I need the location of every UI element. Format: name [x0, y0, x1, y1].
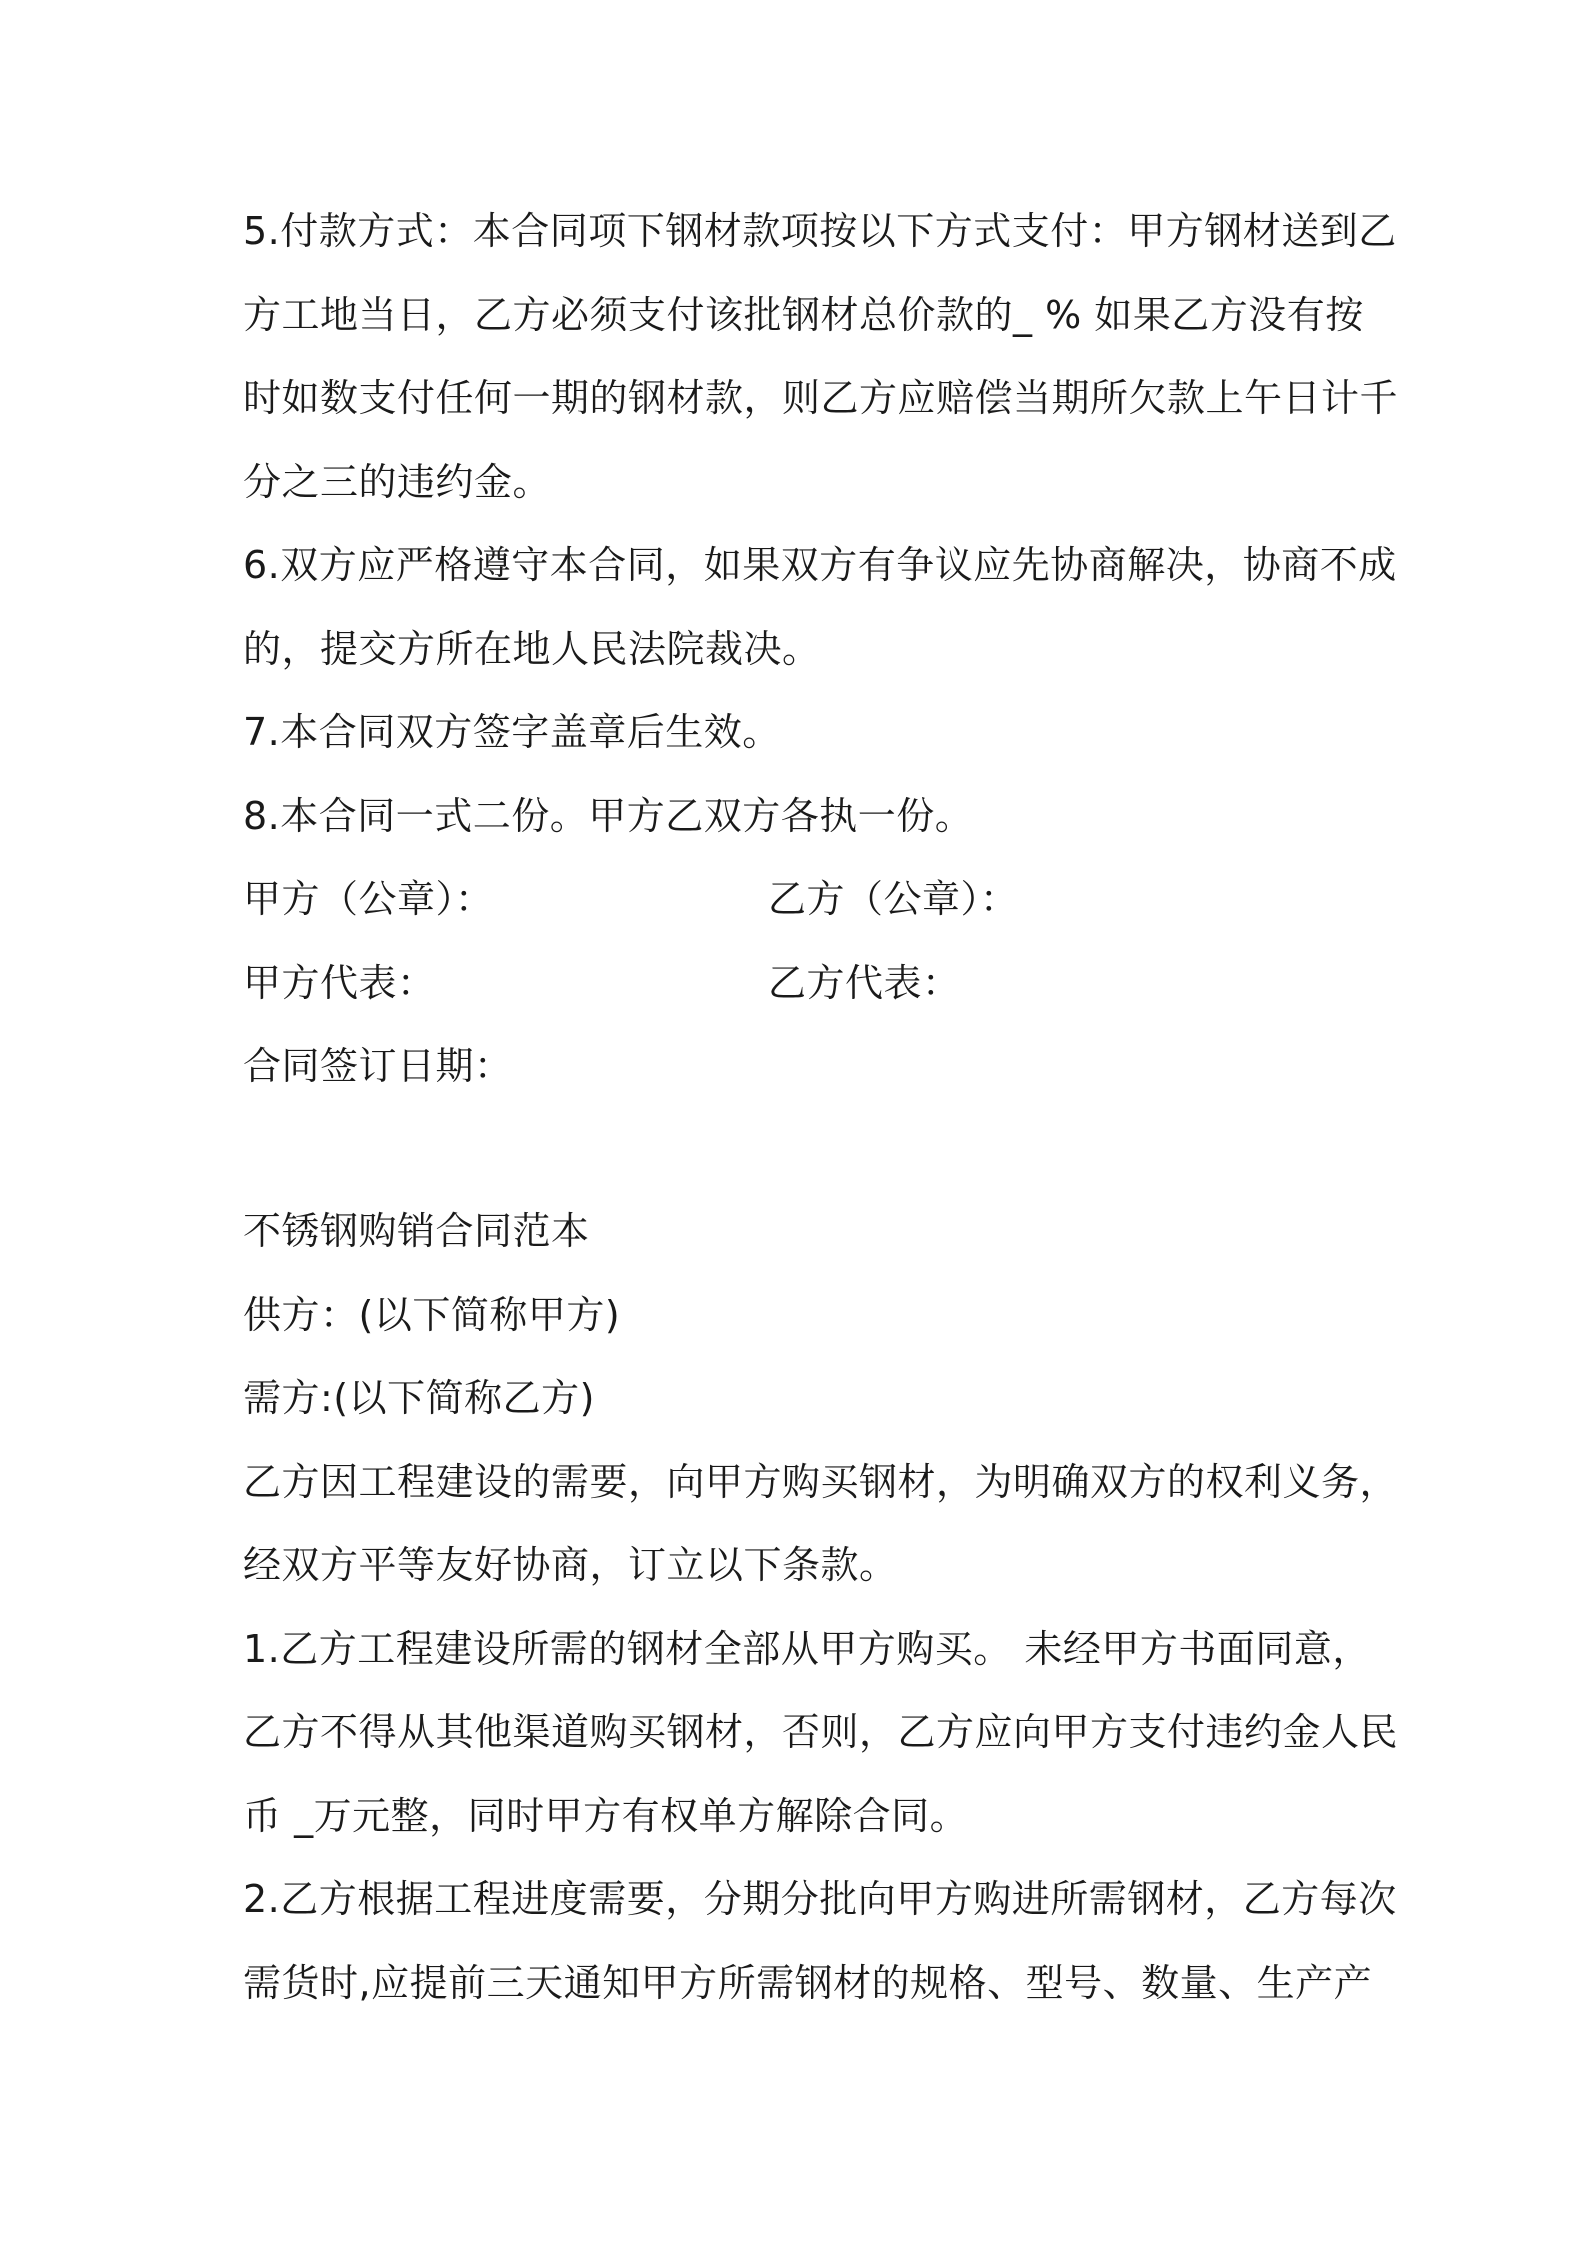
clause-6-line-2: 的，提交方所在地人民法院裁决。: [243, 626, 821, 671]
clause-1-line-3: 币 _万元整，同时甲方有权单方解除合同。: [243, 1793, 969, 1838]
sign-date-label: 合同签订日期：: [243, 1044, 513, 1088]
party-a-seal-label: 甲方（公章）：: [243, 877, 494, 921]
intro-line-1: 乙方因工程建设的需要，向甲方购买钢材，为明确双方的权利义务，: [243, 1459, 1399, 1504]
clause-7: 7.本合同双方签字盖章后生效。: [243, 710, 781, 754]
clause-5-line-4: 分之三的违约金。: [243, 459, 552, 504]
stainless-steel-contract: [243, 1190, 1399, 2025]
clause-2-line-2: 需货时,应提前三天通知甲方所需钢材的规格、型号、数量、生产产: [243, 1960, 1373, 2005]
party-b-seal-label: 乙方（公章）：: [768, 877, 1019, 921]
intro-line-2: 经双方平等友好协商，订立以下条款。: [243, 1543, 898, 1587]
clause-5-line-3: 时如数支付任何一期的钢材款，则乙方应赔偿当期所欠款上午日计千: [243, 376, 1399, 420]
clause-8: 8.本合同一式二份。甲方乙双方各执一份。: [243, 793, 974, 838]
clause-5-line-2: 方工地当日，乙方必须支付该批钢材总价款的_ % 如果乙方没有按: [243, 292, 1364, 337]
clause-2-line-1: 2.乙方根据工程进度需要，分期分批向甲方购进所需钢材，乙方每次: [243, 1877, 1397, 1921]
clause-5-line-1: 5.付款方式：本合同项下钢材款项按以下方式支付：甲方钢材送到乙: [243, 209, 1397, 253]
party-b-rep-label: 乙方代表：: [768, 960, 961, 1005]
supplier-line: 供方：(以下简称甲方): [243, 1292, 621, 1337]
document-title: 不锈钢购销合同范本: [243, 1209, 590, 1253]
clause-6-line-1: 6.双方应严格遵守本合同，如果双方有争议应先协商解决，协商不成: [243, 543, 1397, 587]
representative-row: [243, 942, 1355, 1026]
clause-1-line-2: 乙方不得从其他渠道购买钢材，否则，乙方应向甲方支付违约金人民: [243, 1710, 1399, 1754]
clause-1-line-1: 1.乙方工程建设所需的钢材全部从甲方购买。 未经甲方书面同意，: [243, 1626, 1371, 1671]
buyer-line: 需方:(以下简称乙方): [243, 1376, 595, 1420]
seal-row: [243, 858, 1355, 942]
party-a-rep-label: 甲方代表：: [243, 960, 436, 1005]
contract-terms-continued: [243, 190, 1399, 1109]
